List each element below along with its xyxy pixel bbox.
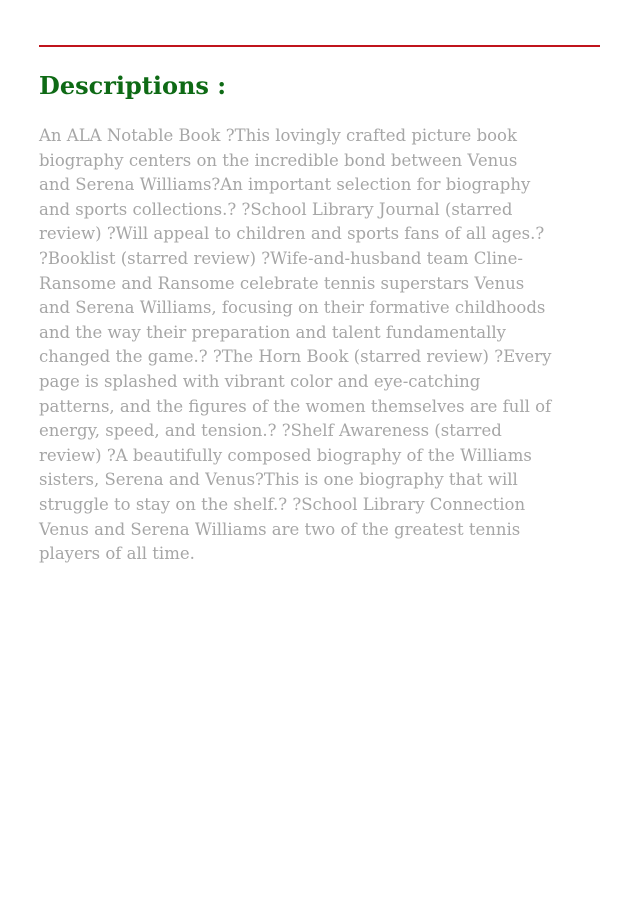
description-line: ?Booklist (starred review) ?Wife-and-husband team Cline- [39,248,523,268]
description-line: Venus and Serena Williams are two of the greatest tennis [39,519,521,539]
description-line: and sports collections.? ?School Library Journal (starred [39,199,513,219]
description-paragraph [39,124,601,567]
description-line: Ransome and Ransome celebrate tennis superstars Venus [39,273,525,293]
description-line: energy, speed, and tension.? ?Shelf Awareness (starred [39,421,502,441]
section-heading: Descriptions : [39,71,227,100]
description-line: struggle to stay on the shelf.? ?School Library Connection [39,494,526,514]
description-line: patterns, and the figures of the women themselves are full of [39,396,552,416]
description-line: and Serena Williams, focusing on their formative childhoods [39,298,546,318]
description-line: sisters, Serena and Venus?This is one biography that will [39,470,518,490]
description-line: players of all time. [39,544,195,564]
top-divider-rule [39,45,600,47]
description-line: page is splashed with vibrant color and eye-catching [39,371,481,391]
description-line: and Serena Williams?An important selection for biography [39,175,531,195]
description-line: An ALA Notable Book ?This lovingly crafted picture book [39,126,517,145]
description-line: review) ?Will appeal to children and sports fans of all ages.? [39,224,545,244]
description-line: biography centers on the incredible bond between Venus [39,150,518,170]
description-line: review) ?A beautifully composed biography of the Williams [39,445,532,465]
description-line: and the way their preparation and talent fundamentally [39,322,506,342]
description-line: changed the game.? ?The Horn Book (starred review) ?Every [39,347,552,367]
